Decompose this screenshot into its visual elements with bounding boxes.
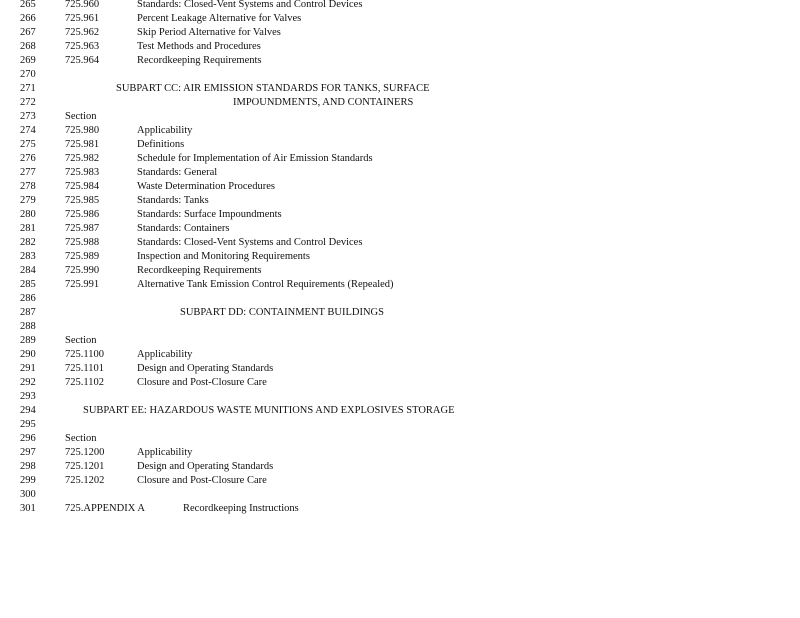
line-number: 274 [20, 125, 36, 136]
line-number: 293 [20, 391, 36, 402]
document-line [0, 166, 800, 180]
document-line [0, 488, 800, 502]
document-line [0, 348, 800, 362]
section-title: Skip Period Alternative for Valves [137, 27, 281, 38]
document-line [0, 446, 800, 460]
section-number: 725.1101 [65, 363, 104, 374]
subpart-heading: IMPOUNDMENTS, AND CONTAINERS [233, 97, 414, 108]
line-number: 273 [20, 111, 36, 122]
line-number: 268 [20, 41, 36, 52]
section-number: 725.980 [65, 125, 100, 136]
section-number: 725.991 [65, 279, 100, 290]
section-title: Definitions [137, 139, 185, 150]
section-number: 725.989 [65, 251, 100, 262]
section-number: 725.988 [65, 237, 100, 248]
line-number: 298 [20, 461, 36, 472]
line-number: 295 [20, 419, 36, 430]
line-number: 287 [20, 307, 36, 318]
document-line [0, 278, 800, 292]
section-title: Inspection and Monitoring Requirements [137, 251, 310, 262]
section-title: Closure and Post-Closure Care [137, 475, 267, 486]
line-number: 294 [20, 405, 36, 416]
section-title: Standards: Closed-Vent Systems and Control Devices [137, 0, 363, 10]
document-line [0, 474, 800, 488]
section-number: Section [65, 111, 97, 122]
document-line [0, 152, 800, 166]
document-line [0, 68, 800, 82]
section-number: 725.981 [65, 139, 100, 150]
document-line [0, 292, 800, 306]
line-number: 284 [20, 265, 36, 276]
document-line [0, 306, 800, 320]
line-number: 285 [20, 279, 36, 290]
line-number: 299 [20, 475, 36, 486]
section-title: Test Methods and Procedures [137, 41, 261, 52]
document-line [0, 222, 800, 236]
section-title: Applicability [137, 125, 193, 136]
line-number: 281 [20, 223, 36, 234]
line-number: 282 [20, 237, 36, 248]
section-number: 725.990 [65, 265, 100, 276]
document-line [0, 40, 800, 54]
section-title: Closure and Post-Closure Care [137, 377, 267, 388]
line-number: 271 [20, 83, 36, 94]
section-title: Design and Operating Standards [137, 363, 274, 374]
section-number: 725.1201 [65, 461, 105, 472]
section-number: 725.962 [65, 27, 100, 38]
section-number: 725.986 [65, 209, 100, 220]
section-number: 725.985 [65, 195, 100, 206]
document-line [0, 236, 800, 250]
line-number: 296 [20, 433, 36, 444]
line-number: 300 [20, 489, 36, 500]
section-number: 725.961 [65, 13, 100, 24]
document-line [0, 180, 800, 194]
line-number: 278 [20, 181, 36, 192]
line-number: 270 [20, 69, 36, 80]
section-number: 725.963 [65, 41, 100, 52]
subpart-heading: SUBPART DD: CONTAINMENT BUILDINGS [180, 307, 384, 318]
document-line [0, 0, 800, 12]
line-number: 283 [20, 251, 36, 262]
document-line [0, 110, 800, 124]
line-number: 279 [20, 195, 36, 206]
line-number: 269 [20, 55, 36, 66]
appendix-title: Recordkeeping Instructions [183, 503, 299, 514]
section-title: Applicability [137, 447, 193, 458]
section-number: 725.987 [65, 223, 100, 234]
section-number: 725.982 [65, 153, 100, 164]
document-line [0, 82, 800, 96]
section-title: Applicability [137, 349, 193, 360]
line-number: 288 [20, 321, 36, 332]
section-number: 725.960 [65, 0, 100, 10]
section-title: Standards: Tanks [137, 195, 209, 206]
section-number: 725.1100 [65, 349, 104, 360]
line-number: 292 [20, 377, 36, 388]
document-line [0, 264, 800, 278]
line-number: 267 [20, 27, 36, 38]
line-number: 275 [20, 139, 36, 150]
document-line [0, 432, 800, 446]
subpart-heading: SUBPART EE: HAZARDOUS WASTE MUNITIONS AND EXPLOSIVES STORAGE [83, 405, 455, 416]
line-number: 272 [20, 97, 36, 108]
subpart-heading: SUBPART CC: AIR EMISSION STANDARDS FOR TANKS, SURFACE [116, 83, 430, 94]
document-line [0, 460, 800, 474]
section-number: 725.1202 [65, 475, 105, 486]
line-number: 286 [20, 293, 36, 304]
document-line [0, 390, 800, 404]
section-title: Standards: Containers [137, 223, 230, 234]
section-number: 725.APPENDIX A [65, 503, 145, 514]
document-line [0, 404, 800, 418]
section-number: 725.964 [65, 55, 100, 66]
section-title: Schedule for Implementation of Air Emission Standards [137, 153, 373, 164]
section-number: Section [65, 433, 97, 444]
section-title: Recordkeeping Requirements [137, 265, 262, 276]
line-number: 277 [20, 167, 36, 178]
line-number: 290 [20, 349, 36, 360]
section-title: Percent Leakage Alternative for Valves [137, 13, 302, 24]
document-line [0, 334, 800, 348]
document-line [0, 26, 800, 40]
section-title: Waste Determination Procedures [137, 181, 275, 192]
line-number: 265 [20, 0, 36, 10]
line-number: 276 [20, 153, 36, 164]
section-title: Standards: General [137, 167, 218, 178]
line-number: 280 [20, 209, 36, 220]
document-line [0, 502, 800, 516]
document-line [0, 194, 800, 208]
section-title: Standards: Closed-Vent Systems and Control Devices [137, 237, 363, 248]
document-line [0, 418, 800, 432]
document-line [0, 124, 800, 138]
line-number: 289 [20, 335, 36, 346]
section-title: Standards: Surface Impoundments [137, 209, 282, 220]
line-number: 291 [20, 363, 36, 374]
document-line [0, 208, 800, 222]
document-line [0, 362, 800, 376]
section-number: Section [65, 335, 97, 346]
section-title: Alternative Tank Emission Control Requirements (Repealed) [137, 279, 394, 290]
document-line [0, 250, 800, 264]
section-title: Design and Operating Standards [137, 461, 274, 472]
section-number: 725.983 [65, 167, 100, 178]
document-line [0, 376, 800, 390]
section-number: 725.984 [65, 181, 100, 192]
document-line [0, 12, 800, 26]
section-title: Recordkeeping Requirements [137, 55, 262, 66]
document-line [0, 54, 800, 68]
document-line [0, 96, 800, 110]
document-line [0, 138, 800, 152]
section-number: 725.1102 [65, 377, 104, 388]
document-line [0, 320, 800, 334]
line-number: 297 [20, 447, 36, 458]
section-number: 725.1200 [65, 447, 105, 458]
line-number: 266 [20, 13, 36, 24]
line-number: 301 [20, 503, 36, 514]
